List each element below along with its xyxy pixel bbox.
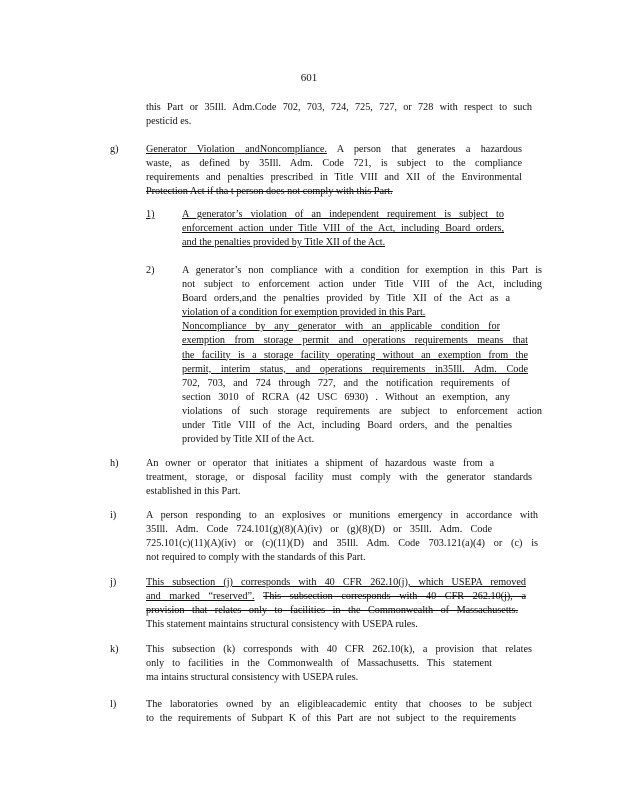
subsection-l-text <box>146 698 532 726</box>
g1-line: enforcement action under Title VIII of the Act, including Board orders, <box>182 223 504 235</box>
g1-line: A generator’s violation of an independent requirement is subject to <box>182 209 504 220</box>
g2-line: provided by Title XII of the Act. <box>182 434 315 446</box>
subsection-g-label: g) <box>110 144 119 155</box>
g2-line-3b: as a <box>489 293 510 305</box>
g2-line: under Title VIII of the Act, including Board orders, and the penalties <box>182 420 512 432</box>
subsection-h-label: h) <box>110 458 119 469</box>
l-line: to the requirements of Subpart K of this Part are not subject to the requirements <box>146 713 516 725</box>
g2-line: A generator’s non compliance with a condition for exemption in this Part is <box>182 265 542 276</box>
i-line: A person responding to an explosives or munitions emergency in accordance with <box>146 510 538 521</box>
i-line: 725.101(c)(11)(A)(iv) or (c)(11)(D) and 35Ill. Adm. Code 703.121(a)(4) or (c) is <box>146 538 538 550</box>
g2-line-inserted: Noncompliance by any generator with an applicable condition for <box>182 321 500 333</box>
k-line: ma intains structural consistency with USEPA rules. <box>146 672 359 684</box>
subsection-g1-text <box>182 208 504 250</box>
subsection-l-label: l) <box>110 699 117 710</box>
subsection-g1-label <box>146 208 155 222</box>
g-line: requirements and penalties prescribed in Title VIII and XII of the Environmental <box>146 172 522 184</box>
subsection-i-label: i) <box>110 510 117 521</box>
g-line-deleted: Protection Act if tha t person does not comply with this Part. <box>146 186 393 198</box>
l-line: The laboratories owned by an eligibleacademic entity that chooses to be subject <box>146 699 532 710</box>
j-line-2-inserted: and marked “reserved”. <box>146 591 255 603</box>
h-line: An owner or operator that initiates a shipment of hazardous waste from a <box>146 458 494 469</box>
i-line: 35Ill. Adm. Code 724.101(g)(8)(A)(iv) or (g)(8)(D) or 35Ill. Adm. Code <box>146 524 492 536</box>
subsection-k-label: k) <box>110 644 119 655</box>
j-line-2 <box>146 590 526 604</box>
g-title-inserted: Generator Violation andNoncompliance. <box>146 144 327 155</box>
subsection-g2-label: 2) <box>146 265 155 276</box>
g-title-rest: A person that generates a hazardous <box>336 144 522 155</box>
subsection-g2-text <box>182 264 542 447</box>
g-line: waste, as defined by 35Ill. Adm. Code 721, is subject to the compliance <box>146 158 522 170</box>
subsection-k-text <box>146 643 532 685</box>
g2-line <box>182 292 510 306</box>
j-line: This statement maintains structural consistency with USEPA rules. <box>146 619 418 631</box>
g1-label-inserted: 1) <box>146 209 155 220</box>
subsection-j-label: j) <box>110 577 117 588</box>
g2-line: 702, 703, and 724 through 727, and the notification requirements of <box>182 377 510 389</box>
k-line: This subsection (k) corresponds with 40 CFR 262.10(k), a provision that relates <box>146 644 532 655</box>
subsection-j-text <box>146 576 526 632</box>
intro-paragraph <box>146 101 532 129</box>
g2-line-inserted: permit, interim status, and operations requirements in35Ill. Adm. Code <box>182 363 528 375</box>
g2-line-inserted: exemption from storage permit and operations requirements means that <box>182 335 528 347</box>
h-line: treatment, storage, or disposal facility must comply with the generator standards <box>146 472 532 484</box>
g2-line: violations of such storage requirements are subject to enforcement action <box>182 405 542 417</box>
h-line: established in this Part. <box>146 486 241 498</box>
j-line-deleted: provision that relates only to facilities in the Commonwealth of Massachusetts. <box>146 605 518 617</box>
g-line-1 <box>146 143 522 157</box>
i-line: not required to comply with the standards of this Part. <box>146 552 366 564</box>
intro-line: this Part or 35Ill. Adm.Code 702, 703, 724, 725, 727, or 728 with respect to such <box>146 102 532 113</box>
g2-line-3a: Board orders,and the penalties provided by Title XII of the Act <box>182 293 483 305</box>
subsection-h-text <box>146 457 532 499</box>
j-line-2-deleted: This subsection corresponds with 40 CFR 262.10(j), a <box>263 591 526 603</box>
g2-line-inserted: violation of a condition for exemption provided in this Part. <box>182 307 426 319</box>
g2-line: section 3010 of RCRA (42 USC 6930) . Without an exemption, any <box>182 391 510 403</box>
g2-line: not subject to enforcement action under Title VIII of the Act, including <box>182 279 542 291</box>
g1-line: and the penalties provided by Title XII of the Act. <box>182 237 386 249</box>
subsection-i-text <box>146 509 538 565</box>
k-line: only to facilities in the Commonwealth of Massachusetts. This statement <box>146 658 492 670</box>
subsection-g-text <box>146 143 522 199</box>
page-number: 601 <box>300 72 318 84</box>
g2-line-inserted: the facility is a storage facility operating without an exemption from the <box>182 349 528 361</box>
j-line-inserted: This subsection (j) corresponds with 40 CFR 262.10(j), which USEPA removed <box>146 577 526 588</box>
intro-line: pesticid es. <box>146 116 192 128</box>
